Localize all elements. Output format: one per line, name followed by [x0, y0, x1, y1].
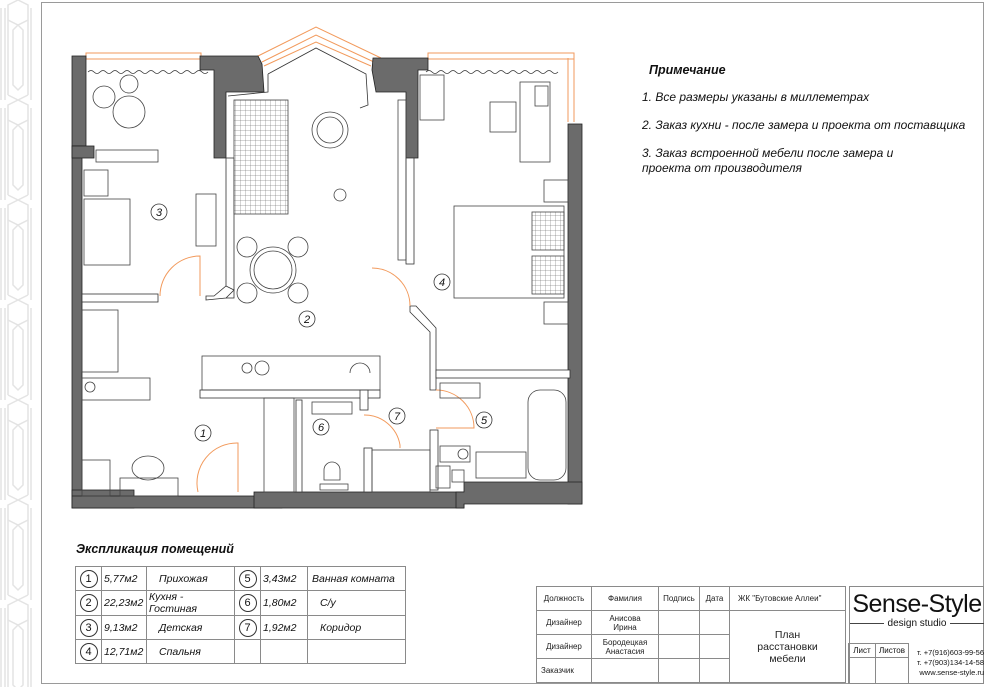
brand-tagline: design studio: [887, 618, 947, 629]
room-number: 5: [239, 570, 257, 588]
room-number: 4: [80, 643, 98, 661]
room-name: Ванная комната: [308, 567, 406, 591]
header-position: Должность: [537, 587, 592, 611]
explication-table: [75, 566, 406, 664]
svg-text:4: 4: [438, 277, 446, 289]
room-label-2: [299, 311, 315, 327]
room-number: 3: [80, 619, 98, 637]
svg-text:1: 1: [199, 428, 207, 440]
curtains: [88, 48, 558, 108]
header-date: Дата: [700, 587, 730, 611]
room-name: Прихожая: [147, 567, 235, 591]
project-name: ЖК "Бутовские Аллеи": [730, 587, 846, 611]
svg-text:3: 3: [155, 207, 163, 219]
contacts: [908, 648, 984, 678]
website: www.sense-style.ru: [919, 668, 984, 677]
room-label-7: [389, 408, 405, 424]
designer-position: Дизайнер: [537, 635, 592, 659]
header-surname: Фамилия: [592, 587, 659, 611]
svg-text:2: 2: [303, 314, 311, 326]
brand-name: Sense-Style: [852, 590, 982, 618]
drawing-title: План расстановки мебели: [730, 611, 846, 683]
room-name: С/у: [308, 591, 406, 616]
svg-text:7: 7: [393, 411, 401, 423]
notes-block: [642, 63, 982, 189]
room-number: 2: [80, 594, 98, 612]
client-position: Заказчик: [537, 659, 592, 683]
sheet-label: Лист: [849, 644, 876, 658]
room-label-4: [434, 274, 450, 290]
note-item: 1. Все размеры указаны в миллеметрах: [642, 90, 870, 104]
table-row: [76, 567, 406, 591]
note-item: 2. Заказ кухни - после замера и проекта от поставщика: [642, 118, 966, 132]
windows: [86, 27, 574, 122]
room-name: Спальня: [147, 640, 235, 664]
room-area: 9,13м2: [102, 616, 147, 640]
svg-text:6: 6: [317, 422, 325, 434]
room-area: 12,71м2: [102, 640, 147, 664]
room-area: 22,23м2: [102, 591, 147, 616]
client-surname: [592, 659, 659, 683]
title-block: [536, 586, 846, 683]
sheet-table: [848, 643, 909, 684]
note-item: 3. Заказ встроенной мебели после замера и проекта от производителя: [642, 146, 894, 175]
company-logo: [850, 590, 984, 629]
table-row: [76, 616, 406, 640]
room-area: 1,92м2: [261, 616, 308, 640]
room-name: Детская: [147, 616, 235, 640]
room-label-5: [476, 412, 492, 428]
room-area: 3,43м2: [261, 567, 308, 591]
room-area: 5,77м2: [102, 567, 147, 591]
walls: [72, 56, 582, 508]
header-signature: Подпись: [659, 587, 700, 611]
room-number: 7: [239, 619, 257, 637]
room-area: 1,80м2: [261, 591, 308, 616]
designer-position: Дизайнер: [537, 611, 592, 635]
svg-text:5: 5: [480, 415, 488, 427]
phone-2: т. +7(903)134-14-58: [916, 658, 984, 667]
room-number: 1: [80, 570, 98, 588]
sheets-label: Листов: [876, 644, 909, 658]
explication-title: Экспликация помещений: [76, 542, 234, 556]
phone-1: т. +7(916)603-99-56: [916, 648, 984, 657]
table-row: [76, 640, 406, 664]
door-swings: [160, 256, 474, 492]
room-label-6: [313, 419, 329, 435]
room-name: Коридор: [308, 616, 406, 640]
designer-surname: Бородецкая Анастасия: [592, 635, 659, 659]
room-number: 6: [239, 594, 257, 612]
table-row: [76, 591, 406, 616]
designer-surname: Анисова Ирина: [592, 611, 659, 635]
room-label-1: [195, 425, 211, 441]
notes-title: Примечание: [649, 63, 726, 77]
room-name: Кухня - Гостиная: [147, 591, 235, 616]
room-label-3: [151, 204, 167, 220]
room-labels: [151, 204, 492, 441]
